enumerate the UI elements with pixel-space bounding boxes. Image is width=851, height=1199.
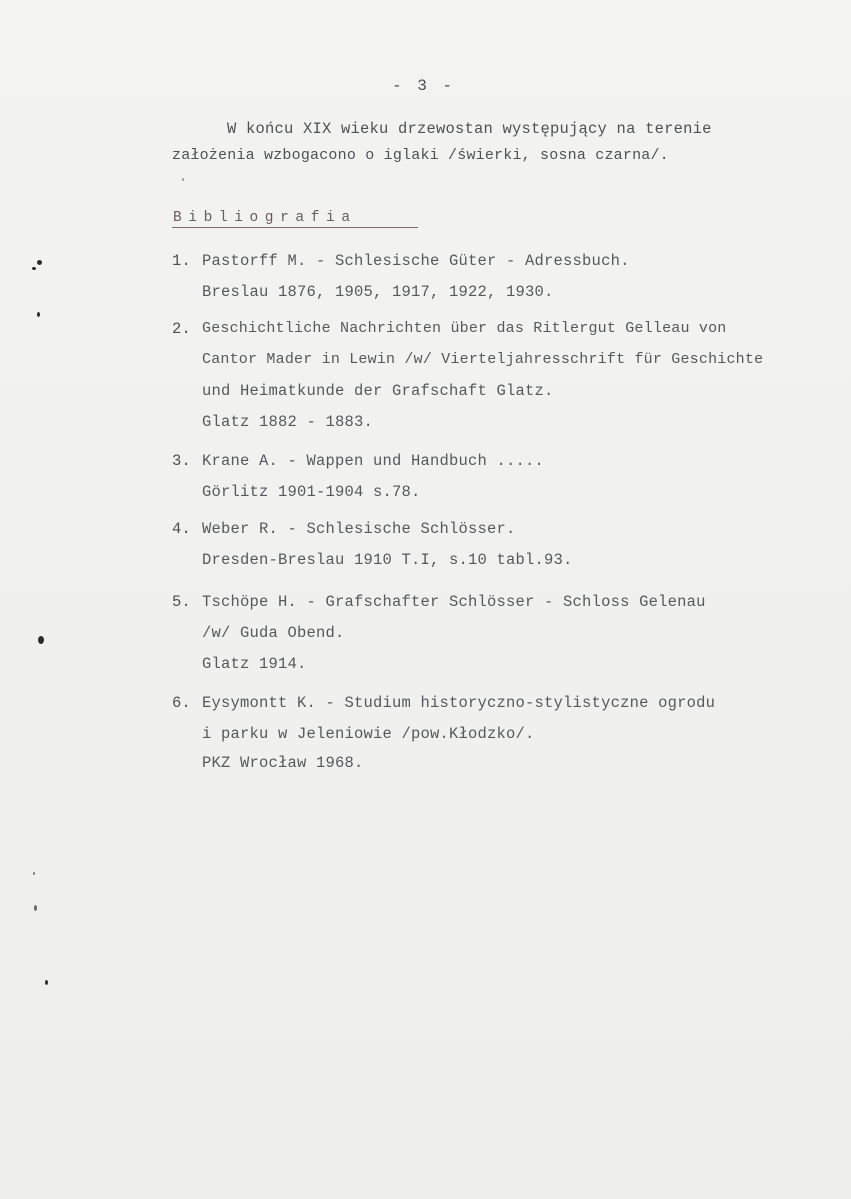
entry-number: 2. — [172, 320, 192, 338]
ink-speck — [38, 636, 44, 644]
entry-line: Glatz 1914. — [202, 655, 307, 673]
entry-line: Krane A. - Wappen und Handbuch ..... — [202, 452, 545, 470]
entry-line: Tschöpe H. - Grafschafter Schlösser - Schloss Gelenau — [202, 593, 706, 611]
ink-speck — [37, 260, 42, 265]
entry-line: Breslau 1876, 1905, 1917, 1922, 1930. — [202, 283, 554, 301]
entry-line: Cantor Mader in Lewin /w/ Vierteljahresschrift für Geschichte — [202, 351, 764, 368]
ink-speck — [182, 178, 184, 181]
bibliography-heading: Bibliografia — [173, 210, 357, 226]
entry-line: Pastorff M. - Schlesische Güter - Adressbuch. — [202, 252, 630, 270]
entry-line: Dresden-Breslau 1910 T.I, s.10 tabl.93. — [202, 551, 573, 569]
intro-line-2: założenia wzbogacono o iglaki /świerki, sosna czarna/. — [172, 147, 669, 164]
entry-line: Glatz 1882 - 1883. — [202, 413, 374, 431]
entry-line: Eysymontt K. - Studium historyczno-stylistyczne ogrodu — [202, 694, 716, 712]
entry-number: 6. — [172, 694, 192, 712]
entry-number: 4. — [172, 520, 192, 538]
entry-line: Weber R. - Schlesische Schlösser. — [202, 520, 516, 538]
ink-speck — [33, 872, 35, 875]
intro-line-1: W końcu XIX wieku drzewostan występujący na terenie — [227, 120, 712, 138]
entry-line: PKZ Wrocław 1968. — [202, 754, 364, 772]
ink-speck — [45, 980, 48, 985]
entry-line: und Heimatkunde der Grafschaft Glatz. — [202, 382, 554, 400]
page-number: - 3 - — [392, 77, 456, 95]
entry-line: Görlitz 1901-1904 s.78. — [202, 483, 421, 501]
entry-line: i parku w Jeleniowie /pow.Kłodzko/. — [202, 725, 535, 743]
ink-speck — [34, 905, 37, 911]
entry-number: 3. — [172, 452, 192, 470]
ink-speck — [37, 312, 40, 317]
entry-line: Geschichtliche Nachrichten über das Ritlergut Gelleau von — [202, 320, 727, 337]
entry-number: 5. — [172, 593, 192, 611]
entry-line: /w/ Guda Obend. — [202, 624, 345, 642]
ink-speck — [32, 267, 36, 270]
heading-underline — [172, 227, 418, 228]
entry-number: 1. — [172, 252, 192, 270]
